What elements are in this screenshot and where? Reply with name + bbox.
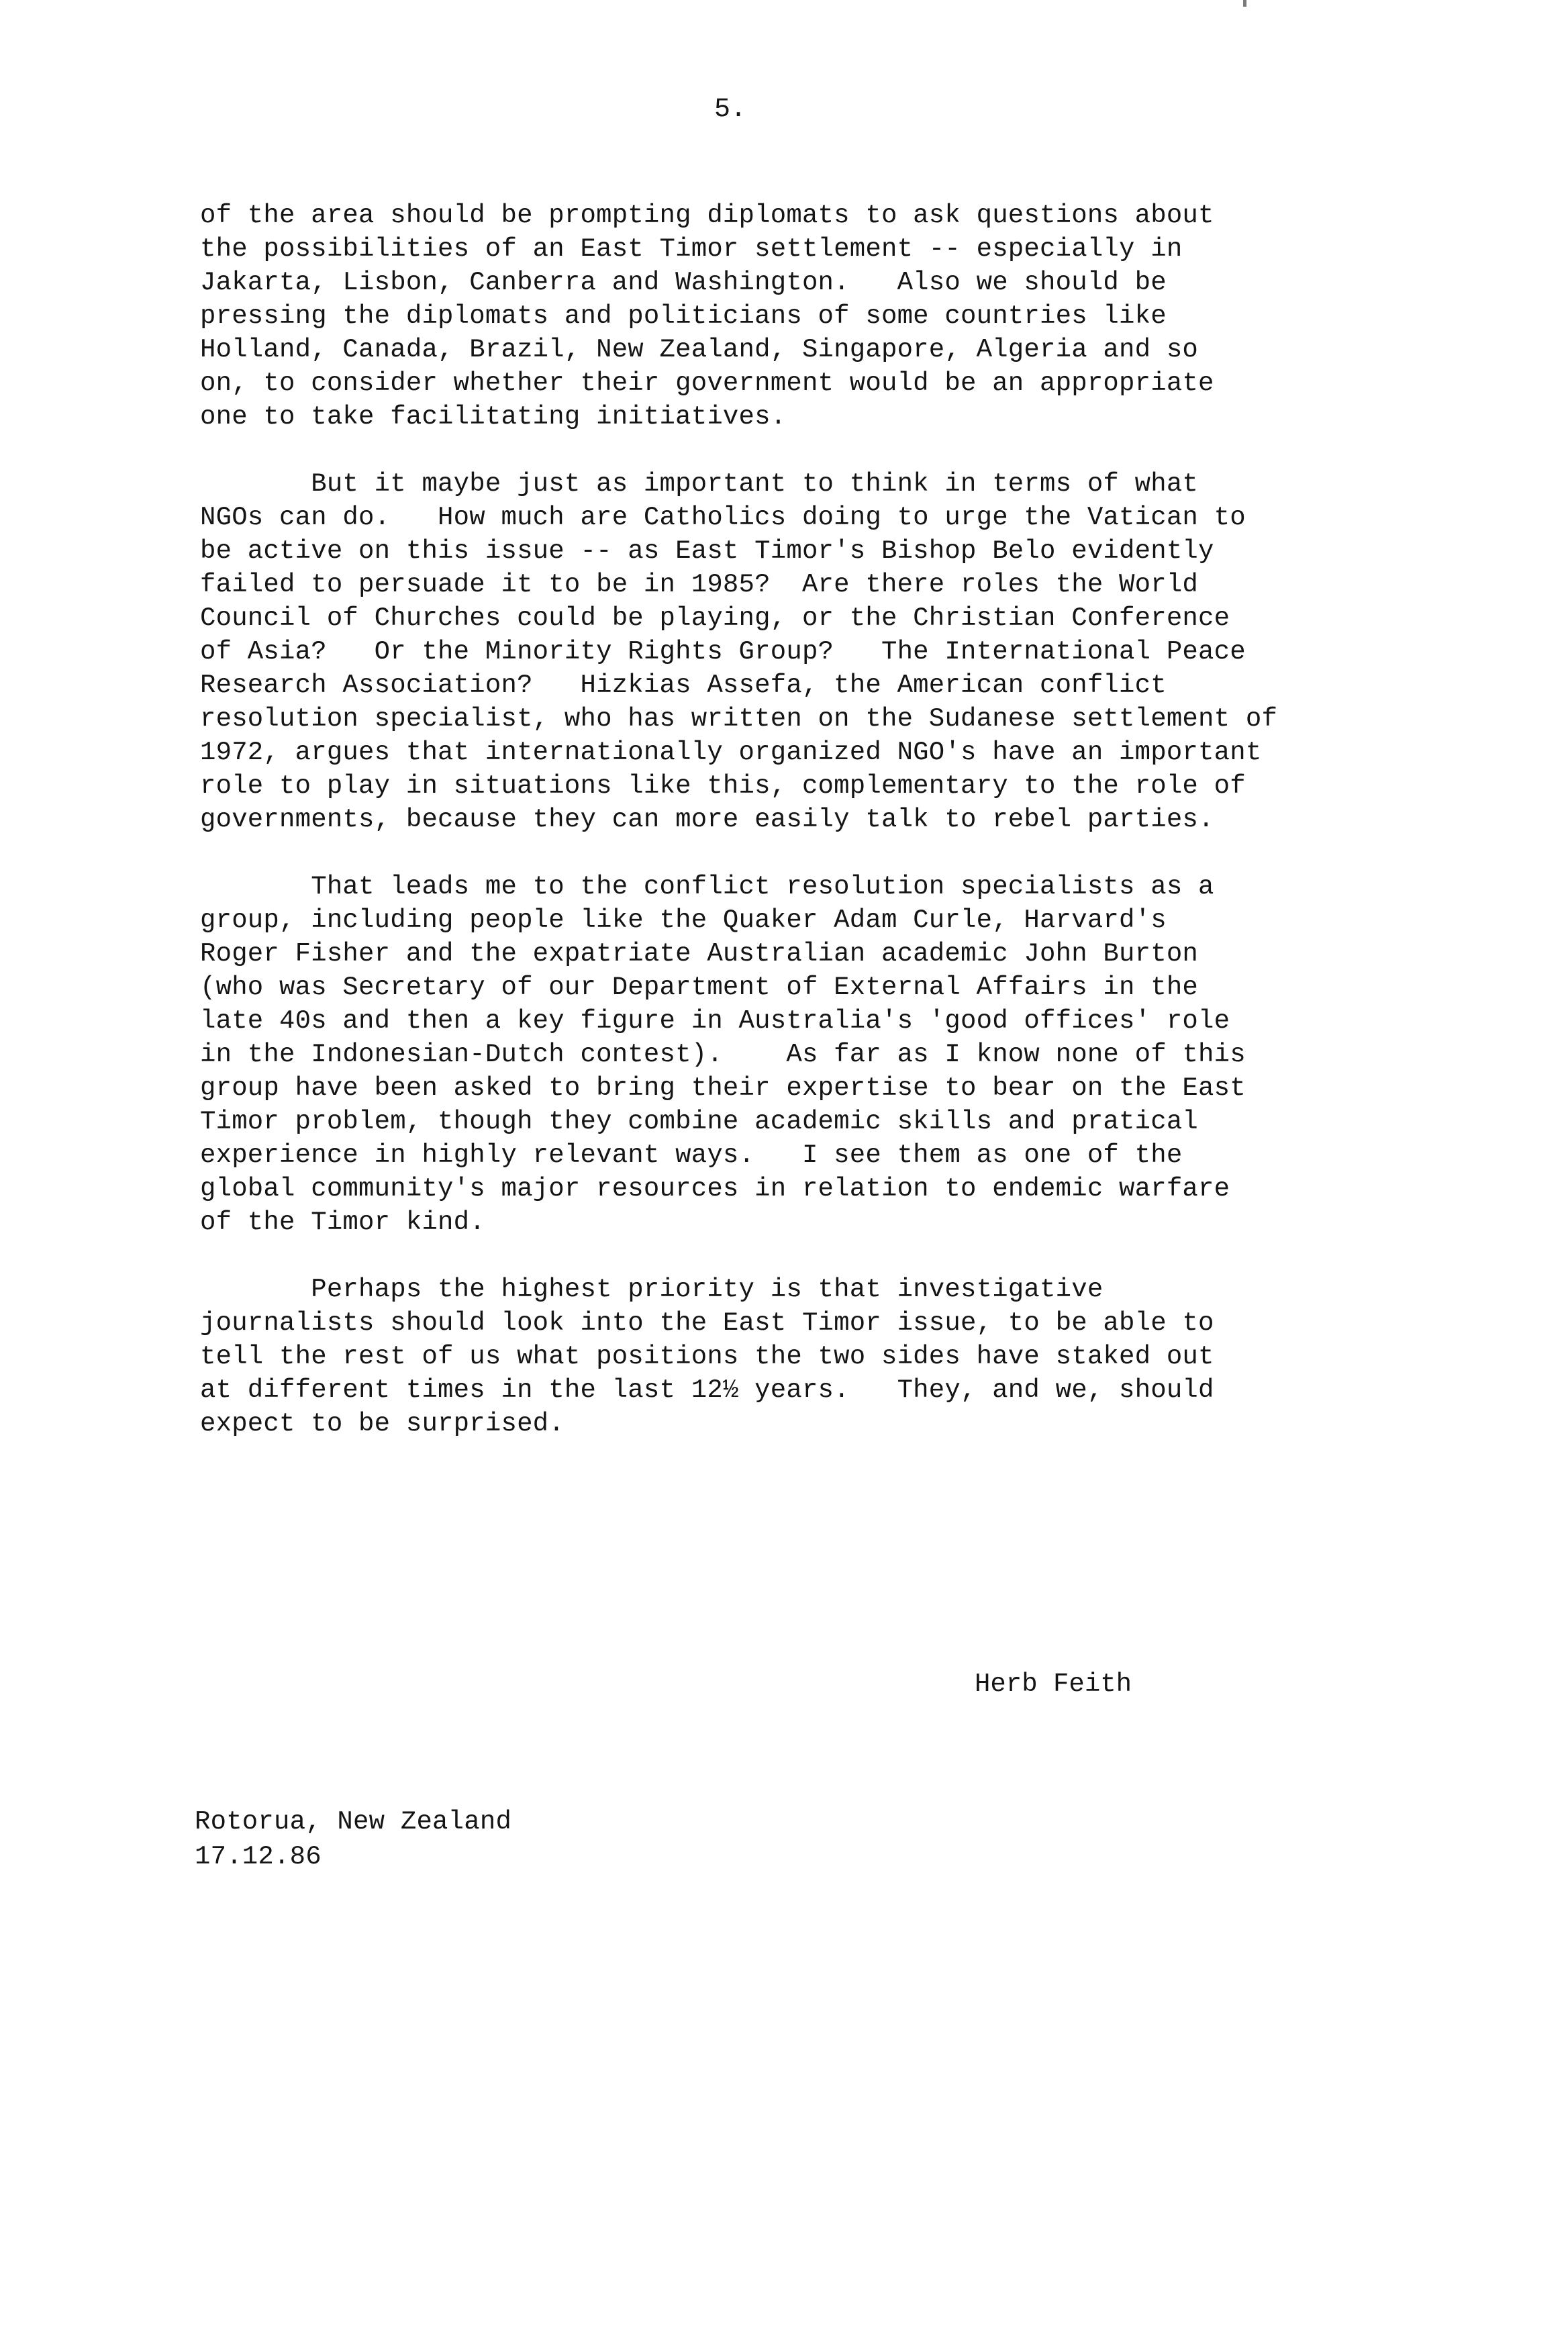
text-line: expect to be surprised. [200,1409,565,1439]
letter-body [200,199,1381,1474]
text-line: That leads me to the conflict resolution specialists as a [200,872,1214,902]
paragraph-1 [200,199,1381,434]
paragraph-2 [200,467,1381,836]
paragraph-4 [200,1273,1381,1441]
text-line: one to take facilitating initiatives. [200,402,787,432]
text-line: Timor problem, though they combine academic skills and pratical [200,1107,1199,1136]
text-line: Jakarta, Lisbon, Canberra and Washington. Also we should be [200,268,1167,297]
text-line: Research Association? Hizkias Assefa, the American conflict [200,671,1167,700]
text-line: Council of Churches could be playing, or the Christian Conference [200,603,1230,633]
signature: Herb Feith [975,1669,1132,1699]
text-line: group have been asked to bring their expertise to bear on the East [200,1073,1246,1103]
text-line: group, including people like the Quaker Adam Curle, Harvard's [200,906,1167,935]
text-line: pressing the diplomats and politicians of some countries like [200,301,1167,331]
paragraph-3 [200,870,1381,1239]
page-number: 5. [714,95,747,125]
text-line: of Asia? Or the Minority Rights Group? The International Peace [200,637,1246,667]
text-line: But it maybe just as important to think in terms of what [200,469,1199,499]
text-line: in the Indonesian-Dutch contest). As far as I know none of this [200,1040,1246,1069]
text-line: of the Timor kind. [200,1208,485,1237]
text-line: on, to consider whether their government would be an appropriate [200,369,1214,398]
text-line: failed to persuade it to be in 1985? Are there roles the World [200,570,1199,599]
text-line: (who was Secretary of our Department of External Affairs in the [200,973,1199,1002]
text-line: resolution specialist, who has written on the Sudanese settlement of [200,704,1278,734]
text-line: at different times in the last 12½ years. They, and we, should [200,1375,1214,1405]
place-and-date [195,1804,511,1874]
text-line: governments, because they can more easily talk to rebel parties. [200,805,1214,834]
text-line: of the area should be prompting diplomats to ask questions about [200,201,1214,230]
text-line: experience in highly relevant ways. I see them as one of the [200,1140,1183,1170]
text-line: the possibilities of an East Timor settlement -- especially in [200,234,1183,264]
text-line: be active on this issue -- as East Timor's Bishop Belo evidently [200,536,1214,566]
date: 17.12.86 [195,1842,322,1871]
text-line: global community's major resources in relation to endemic warfare [200,1174,1230,1204]
scan-mark [1243,0,1246,7]
text-line: Roger Fisher and the expatriate Australian academic John Burton [200,939,1199,969]
text-line: Holland, Canada, Brazil, New Zealand, Singapore, Algeria and so [200,335,1199,364]
text-line: NGOs can do. How much are Catholics doing to urge the Vatican to [200,503,1246,532]
text-line: Perhaps the highest priority is that investigative [200,1275,1104,1304]
text-line: role to play in situations like this, complementary to the role of [200,771,1246,801]
text-line: late 40s and then a key figure in Australia's 'good offices' role [200,1006,1230,1036]
text-line: journalists should look into the East Timor issue, to be able to [200,1308,1214,1338]
place: Rotorua, New Zealand [195,1807,512,1837]
text-line: 1972, argues that internationally organized NGO's have an important [200,738,1262,767]
text-line: tell the rest of us what positions the two sides have staked out [200,1342,1214,1371]
